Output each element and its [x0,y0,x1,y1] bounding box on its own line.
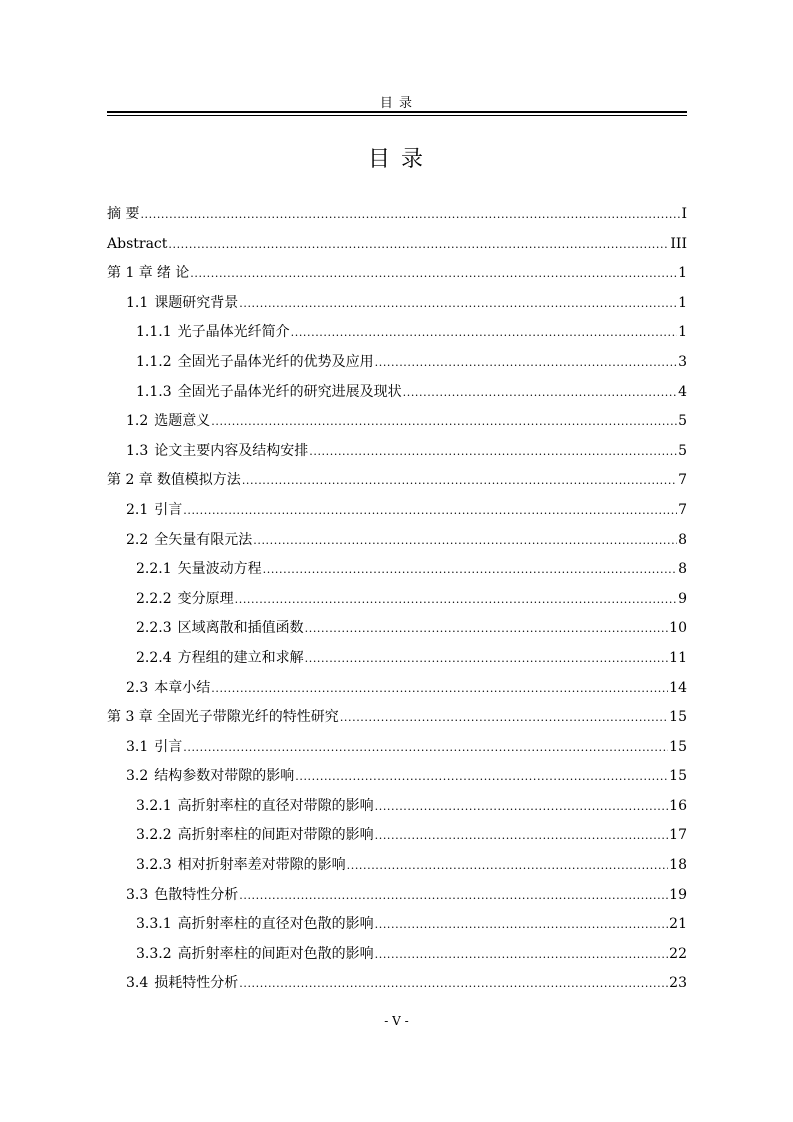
toc-entry-label [126,437,308,467]
toc-entry-text: 绪 论 [156,265,190,282]
toc-entry-page: 4 [678,383,687,400]
toc-entry-number: 3.2 [126,768,149,785]
toc-entry-text: 变分原理 [177,590,234,607]
toc-entry-number: 2.2.2 [136,590,172,607]
toc-entry-label [136,348,374,378]
toc-entry-page: 10 [669,620,687,637]
toc-dot-leader [305,644,669,674]
toc-entry[interactable] [107,348,687,378]
toc-entry[interactable] [107,614,687,644]
toc-entry-label [107,466,241,496]
toc-entry-number: 2.3 [126,679,149,696]
toc-dot-leader [183,733,668,763]
toc-entry-label [126,289,238,319]
toc-entry-number: 3.3.1 [136,916,172,933]
toc-entry[interactable] [107,969,687,999]
toc-entry-page: I [681,206,687,222]
toc-entry-label [136,821,374,851]
toc-dot-leader [375,910,669,940]
toc-entry-number: 3.4 [126,975,149,992]
toc-entry-number: 3.2.3 [136,857,172,874]
toc-entry[interactable] [107,378,687,408]
toc-entry-label [126,526,252,556]
toc-entry-text: 全固光子晶体光纤的优势及应用 [177,353,374,370]
toc-entry-label [107,230,167,260]
header-rule-thick [107,111,687,113]
toc-entry-page: 8 [678,531,687,548]
toc-dot-leader [291,318,677,348]
toc-entry[interactable] [107,496,687,526]
toc-entry-label [107,703,339,733]
toc-entry-number: 1.1.3 [136,383,172,400]
toc-dot-leader [239,881,668,911]
toc-entry-number: 第 3 章 [107,709,153,726]
toc-dot-leader [375,348,677,378]
toc-entry-label [136,792,374,822]
toc-entry-text: 相对折射率差对带隙的影响 [177,857,346,874]
toc-entry-text: 全固光子晶体光纤的研究进展及现状 [177,383,402,400]
toc-entry-text: 区域离散和插值函数 [177,620,304,637]
toc-entry-text: 引言 [154,501,183,518]
toc-entry-label [136,555,262,585]
toc-dot-leader [190,259,677,289]
toc-entry-number: 2.2.4 [136,649,172,666]
toc-entry-number: 3.2.1 [136,797,172,814]
toc-entry-page: 16 [669,797,687,814]
toc-entry-text: 光子晶体光纤简介 [177,324,290,341]
toc-entry-page: 18 [669,857,687,874]
toc-dot-leader [183,496,677,526]
toc-entry-label [136,851,346,881]
toc-entry-page: 15 [669,768,687,785]
toc-entry-number: 3.3.2 [136,945,172,962]
toc-entry-text: 方程组的建立和求解 [177,649,304,666]
toc-entry-label [136,318,290,348]
toc-entry-page: 3 [678,353,687,370]
toc-entry-label [136,378,402,408]
toc-entry-number: 1.1.2 [136,353,172,370]
toc-entry-page: 21 [669,916,687,933]
running-header: 目 录 [379,96,414,111]
toc-dot-leader [239,969,668,999]
toc-entry-text: 数值模拟方法 [156,472,241,489]
toc-entry-label [107,200,139,230]
toc-entry-page: 8 [678,561,687,578]
toc-entry-text: 论文主要内容及结构安排 [154,442,309,459]
toc-entry-number: 3.3 [126,886,149,903]
toc-entry-label [136,585,234,615]
toc-dot-leader [263,555,677,585]
toc-entry[interactable] [107,881,687,911]
toc-entry[interactable] [107,259,687,289]
toc-entry[interactable] [107,703,687,733]
header-rule-thin [107,115,687,116]
toc-entry-text: 损耗特性分析 [154,975,239,992]
toc-entry-text: 摘 要 [107,206,140,222]
toc-entry-page: 23 [669,975,687,992]
toc-entry-page: 1 [678,324,687,341]
toc-entry-number: 1.1 [126,294,149,311]
toc-entry-text: 高折射率柱的直径对色散的影响 [177,916,374,933]
toc-entry-page: 7 [678,472,687,489]
toc-entry-text: 高折射率柱的间距对色散的影响 [177,945,374,962]
toc-entry-text: 引言 [154,738,183,755]
toc-entry-label [126,969,238,999]
toc-entry-label [126,733,182,763]
toc-list [107,200,687,999]
toc-dot-leader [211,407,677,437]
toc-entry[interactable] [107,851,687,881]
toc-dot-leader [309,437,677,467]
toc-dot-leader [305,614,669,644]
toc-entry-number: 第 2 章 [107,472,153,489]
toc-entry[interactable] [107,585,687,615]
toc-entry-label [136,940,374,970]
toc-entry-text: Abstract [107,235,168,252]
toc-entry-number: 第 1 章 [107,265,153,282]
toc-entry-text: 矢量波动方程 [177,561,262,578]
toc-entry[interactable] [107,644,687,674]
toc-dot-leader [242,466,677,496]
toc-entry[interactable] [107,733,687,763]
toc-entry-label [136,614,304,644]
toc-entry-page: 14 [669,679,687,696]
toc-entry-label [136,644,304,674]
toc-entry-number: 2.2.3 [136,620,172,637]
toc-dot-leader [295,762,668,792]
toc-entry-page: III [670,235,687,252]
toc-dot-leader [235,585,677,615]
toc-entry[interactable] [107,437,687,467]
toc-entry-number: 1.2 [126,413,149,430]
toc-dot-leader [168,230,669,260]
toc-dot-leader [375,821,669,851]
toc-entry[interactable] [107,466,687,496]
toc-entry-text: 全矢量有限元法 [154,531,253,548]
toc-dot-leader [253,526,677,556]
toc-entry-page: 5 [678,442,687,459]
toc-entry-number: 2.2.1 [136,561,172,578]
toc-entry-text: 本章小结 [154,679,211,696]
toc-entry-label [136,910,374,940]
toc-dot-leader [239,289,677,319]
toc-entry-label [126,674,210,704]
toc-entry[interactable] [107,526,687,556]
toc-entry-page: 15 [669,709,687,726]
toc-entry[interactable] [107,230,687,260]
toc-dot-leader [375,940,669,970]
toc-entry-number: 1.3 [126,442,149,459]
toc-entry-text: 课题研究背景 [154,294,239,311]
toc-entry-number: 3.2.2 [136,827,172,844]
toc-entry-page: 11 [669,649,687,666]
toc-entry-page: 22 [669,945,687,962]
toc-entry[interactable] [107,821,687,851]
page-number: - V - [384,1014,409,1028]
toc-entry-page: 1 [678,294,687,311]
toc-dot-leader [211,674,668,704]
toc-entry-label [126,762,294,792]
toc-entry[interactable] [107,555,687,585]
toc-entry-text: 高折射率柱的直径对带隙的影响 [177,797,374,814]
toc-entry-page: 5 [678,413,687,430]
toc-entry-text: 结构参数对带隙的影响 [154,768,295,785]
toc-entry-text: 高折射率柱的间距对带隙的影响 [177,827,374,844]
toc-dot-leader [375,792,669,822]
toc-entry-text: 全固光子带隙光纤的特性研究 [156,709,339,726]
toc-entry-number: 2.2 [126,531,149,548]
toc-entry[interactable] [107,318,687,348]
toc-entry[interactable] [107,289,687,319]
toc-entry-label [107,259,189,289]
toc-entry[interactable] [107,910,687,940]
toc-entry-label [126,881,238,911]
toc-entry-page: 19 [669,886,687,903]
toc-entry-number: 3.1 [126,738,149,755]
toc-entry-page: 9 [678,590,687,607]
toc-entry-text: 色散特性分析 [154,886,239,903]
page-title: 目 录 [368,147,425,172]
toc-entry-number: 1.1.1 [136,324,172,341]
toc-entry[interactable] [107,200,687,230]
toc-entry-page: 1 [678,265,687,282]
toc-entry[interactable] [107,674,687,704]
toc-dot-leader [403,378,677,408]
toc-entry-text: 选题意义 [154,413,211,430]
toc-entry-page: 7 [678,501,687,518]
toc-entry[interactable] [107,762,687,792]
toc-entry-page: 15 [669,738,687,755]
toc-dot-leader [347,851,669,881]
toc-entry[interactable] [107,940,687,970]
toc-entry-page: 17 [669,827,687,844]
toc-dot-leader [340,703,668,733]
toc-dot-leader [140,200,680,230]
toc-entry[interactable] [107,792,687,822]
toc-entry-label [126,407,210,437]
toc-entry-number: 2.1 [126,501,149,518]
toc-entry[interactable] [107,407,687,437]
toc-entry-label [126,496,182,526]
